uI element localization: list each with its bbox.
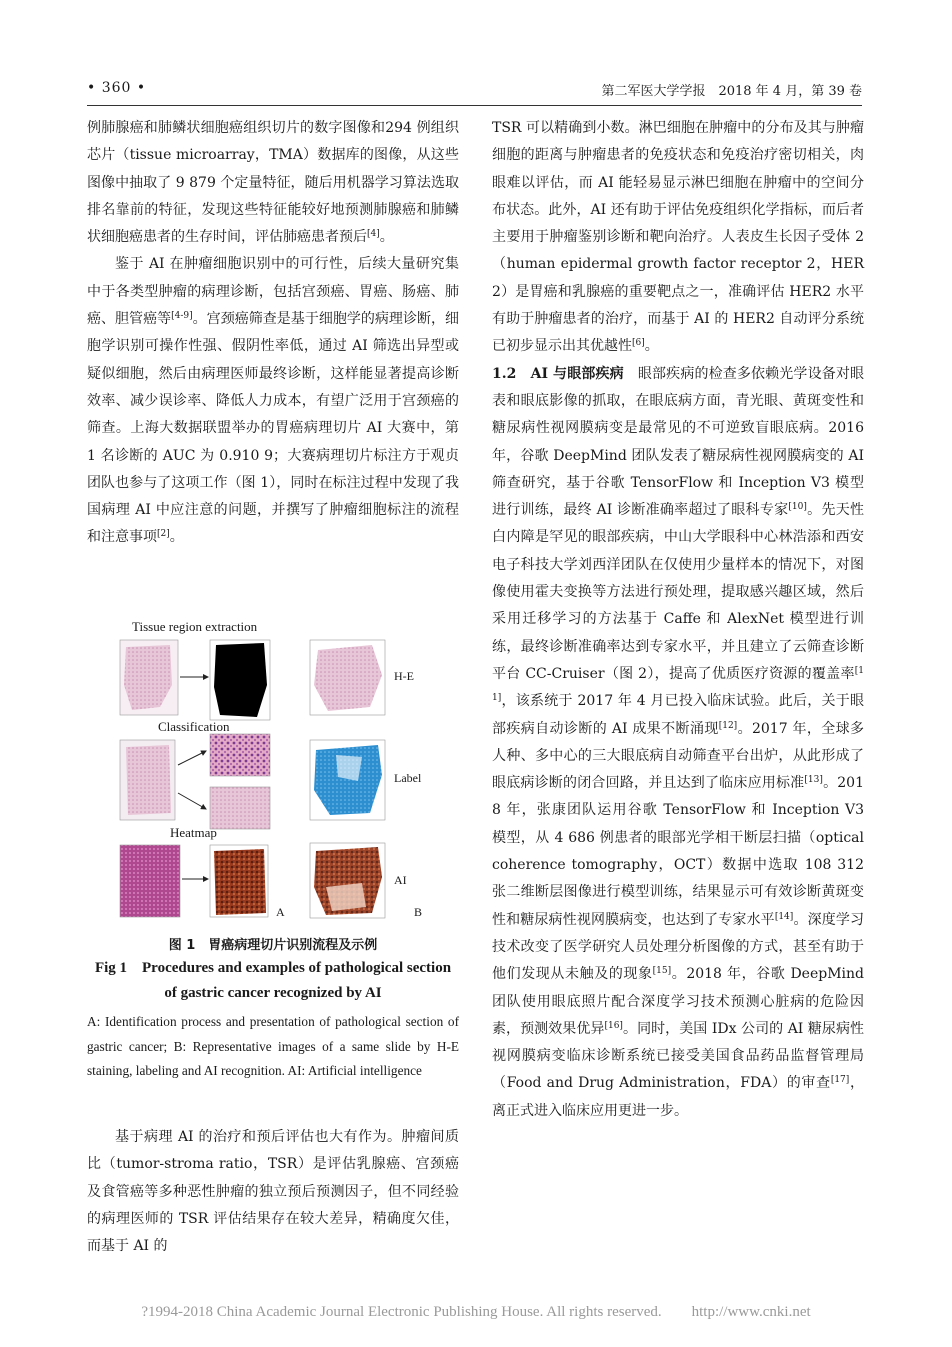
label-ai: AI	[394, 873, 407, 887]
paragraph-3: 基于病理 AI 的治疗和预后评估也大有作为。肿瘤间质比（tumor-stroma ratio，TSR）是评估乳腺癌、宫颈癌及食管癌等多种恶性肿瘤的独立预后预测因子，但不同经验的病理医师的 TSR 评估结果存在较大差异，精确度欠佳，而基于 AI 的	[87, 1129, 459, 1255]
paragraph-r1: TSR 可以精确到小数。淋巴细胞在肿瘤中的分布及其与肿瘤细胞的距离与肿瘤患者的免疫状态和免疫治疗密切相关，肉眼难以评估，而 AI 能轻易显示淋巴细胞在肿瘤中的空间分布状态。此外，AI 还有助于评估免疫组织化学指标，而后者主要用于肿瘤鉴别诊断和靶向治疗。人表皮生长因子受体 2（human epidermal growth factor receptor 2，HER2）是胃癌和乳腺癌的重要靶点之一，准确评估 HER2 水平有助于肿瘤患者的治疗，而基于 AI 的 HER2 自动评分系统已初步显示出其优越性[6]。	[492, 120, 864, 355]
citation[interactable]: [6]	[632, 338, 645, 349]
label-label: Label	[394, 771, 422, 785]
citation[interactable]: [15]	[652, 966, 672, 977]
paragraph-r2: 1.2 AI 与眼部疾病 眼部疾病的检查多依赖光学设备对眼表和眼底影像的抓取，在眼底病方面，青光眼、黄斑变性和糖尿病性视网膜病变是最常见的不可逆致盲眼底病。2016 年，谷歌 DeepMind 团队发表了糖尿病性视网膜病变的 AI 筛查研究，基于谷歌 TensorFlow 和 Inception V3 模型进行训练，最终 AI 诊断准确率超过了眼科专家[10]。先天性白内障是罕见的眼部疾病，中山大学眼科中心林浩添和西安电子科技大学刘西洋团队在仅使用少量样本的情况下，对图像使用霍夫变换等方法进行预处理，提取感兴趣区域，然后采用迁移学习的方法基于 Caffe 和 AlexNet 模型进行训练，最终诊断准确率达到专家水平，并且建立了云筛查诊断平台 CC-Cruiser（图 2），提高了优质医疗资源的覆盖率[11]，该系统于 2017 年 4 月已投入临床试验。此后，关于眼部疾病自动诊断的 AI 成果不断涌现[12]。2017 年，全球多人种、多中心的三大眼底病自动筛查平台出炉，从此形成了眼底病诊断的闭合回路，并且达到了临床应用标准[13]。2018 年，张康团队运用谷歌 TensorFlow 和 Inception V3 模型，从 4 686 例患者的眼部光学相干断层扫描（optical coherence tomography，OCT）数据中选取 108 312 张二维断层图像进行模型训练，结果显示可有效诊断黄斑变性和糖尿病性视网膜病变，也达到了专家水平[14]。深度学习技术改变了医学研究人员处理分析图像的方式，甚至有助于他们发现从未触及的现象[15]。2018 年，谷歌 DeepMind 团队使用眼底照片配合深度学习技术预测心脏病的危险因素，预测效果优异[16]。同时，美国 IDx 公司的 AI 糖尿病性视网膜病变临床诊断系统已接受美国食品药品监督管理局（Food and Drug Administration，FDA）的审查[17]，离正式进入临床应用更进一步。	[492, 365, 865, 1119]
label-tissue-region-extraction: Tissue region extraction	[132, 619, 258, 634]
left-column-bottom	[87, 1124, 459, 1260]
header-rule	[87, 105, 862, 106]
journal-header: 第二军医大学学报 2018 年 4 月，第 39 卷	[601, 84, 862, 99]
citation[interactable]: [2]	[157, 529, 170, 540]
paragraph-2: 鉴于 AI 在肿瘤细胞识别中的可行性，后续大量研究集中于各类型肿瘤的病理诊断，包括宫颈癌、胃癌、肠癌、肺癌、胆管癌等[4-9]。宫颈癌筛查是基于细胞学的病理诊断，细胞学识别可操作性强、假阴性率低，通过 AI 筛选出异型或疑似细胞，然后由病理医师最终诊断，这样能显著提高诊断效率、减少误诊率、降低人力成本，有望广泛用于宫颈癌的筛查。上海大数据联盟举办的胃癌病理切片 AI 大赛中，第 1 名诊断的 AUC 为 0.910 9；大赛病理切片标注方于观贞团队也参与了这项工作（图 1），同时在标注过程中发现了我国病理 AI 中应注意的问题，并撰写了肿瘤细胞标注的流程和注意事项[2]。	[87, 256, 460, 546]
citation[interactable]: [16]	[604, 1020, 623, 1031]
figure-caption-en: Fig 1 Procedures and examples of pathological section of gastric cancer recognized by AI	[94, 960, 452, 1001]
section-heading: 1.2 AI 与眼部疾病	[492, 365, 624, 382]
paragraph-1: 例肺腺癌和肺鳞状细胞癌组织切片的数字图像和294 例组织芯片（tissue microarray，TMA）数据库的图像，从这些图像中抽取了 9 879 个定量特征，随后用机器学习算法选取排名靠前的特征，发现这些特征能较好地预测肺腺癌和肺鳞状细胞癌患者的生存时间，评估肺癌患者预后[4]。	[87, 120, 459, 246]
citation[interactable]: [4-9]	[171, 311, 193, 322]
citation[interactable]: [12]	[718, 720, 738, 731]
label-classification: Classification	[158, 719, 230, 734]
label-he: H-E	[394, 669, 414, 683]
citation[interactable]: [10]	[788, 502, 807, 513]
citation[interactable]: [4]	[367, 229, 380, 240]
right-column	[492, 115, 864, 1125]
page-number: • 360 •	[87, 80, 147, 96]
citation[interactable]: [14]	[774, 911, 794, 922]
citation[interactable]: [17]	[830, 1075, 850, 1086]
label-heatmap: Heatmap	[170, 825, 217, 840]
figure-note: A: Identification process and presentation of pathological section of gastric cancer; B: Representative images of a same slide by H-E staining, labeling and AI recognition. AI: Artificial intelligence	[87, 1014, 459, 1078]
figure-1	[100, 615, 450, 925]
copyright-footer: ?1994-2018 China Academic Journal Electronic Publishing House. All rights reserved. http://www.cnki.net	[141, 1304, 811, 1320]
citation[interactable]: [13]	[804, 775, 823, 786]
figure-caption-cn: 图 1 胃癌病理切片识别流程及示例	[168, 938, 378, 953]
panel-label-b: B	[414, 905, 423, 919]
left-column	[87, 115, 459, 552]
citation[interactable]: [11]	[492, 665, 864, 704]
panel-label-a: A	[276, 905, 285, 919]
